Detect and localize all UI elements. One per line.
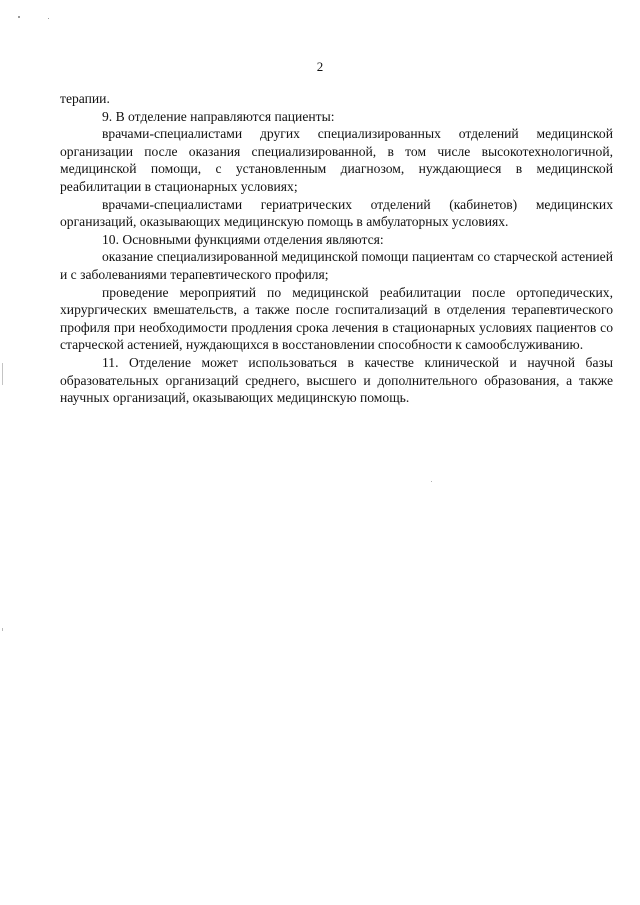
paragraph-referral-specialized: врачами-специалистами других специализированных отделений медицинской организации после оказания специализированной, в том числе высокотехнологичной, медицинской помощи, с установленным диагнозом, нуждающиеся в медицинской реабилитации в стационарных условиях; xyxy=(60,126,613,194)
paragraph-function-care: оказание специализированной медицинской помощи пациентам со старческой астенией и с заболеваниями терапевтического профиля; xyxy=(60,249,613,282)
scan-edge-mark xyxy=(2,628,3,631)
paragraph-clause-9: 9. В отделение направляются пациенты: xyxy=(102,108,335,124)
scan-edge-mark xyxy=(2,363,3,385)
scan-speck xyxy=(431,481,432,482)
paragraph-clause-11: 11. Отделение может использоваться в качестве клинической и научной базы образовательных организаций среднего, высшего и дополнительного образования, а также научных организаций, оказывающих медицинскую помощь. xyxy=(60,354,613,406)
paragraph-clause-10: 10. Основными функциями отделения являются: xyxy=(102,231,384,247)
page-number: 2 xyxy=(316,59,324,74)
scan-speck xyxy=(48,18,49,19)
scan-speck xyxy=(18,16,20,18)
paragraph-referral-geriatric: врачами-специалистами гериатрических отделений (кабинетов) медицинских организаций, оказывающих медицинскую помощь в амбулаторных условиях. xyxy=(60,196,613,230)
paragraph-function-rehabilitation: проведение мероприятий по медицинской реабилитации после ортопедических, хирургических вмешательств, а также после госпитализаций в отделения терапевтического профиля при необходимости продления срока лечения в стационарных условиях пациентов со старческой астенией, нуждающихся в восстановлении способности к самообслуживанию. xyxy=(60,284,613,353)
paragraph-continuation: терапии. xyxy=(60,91,110,106)
document-body xyxy=(60,90,613,407)
